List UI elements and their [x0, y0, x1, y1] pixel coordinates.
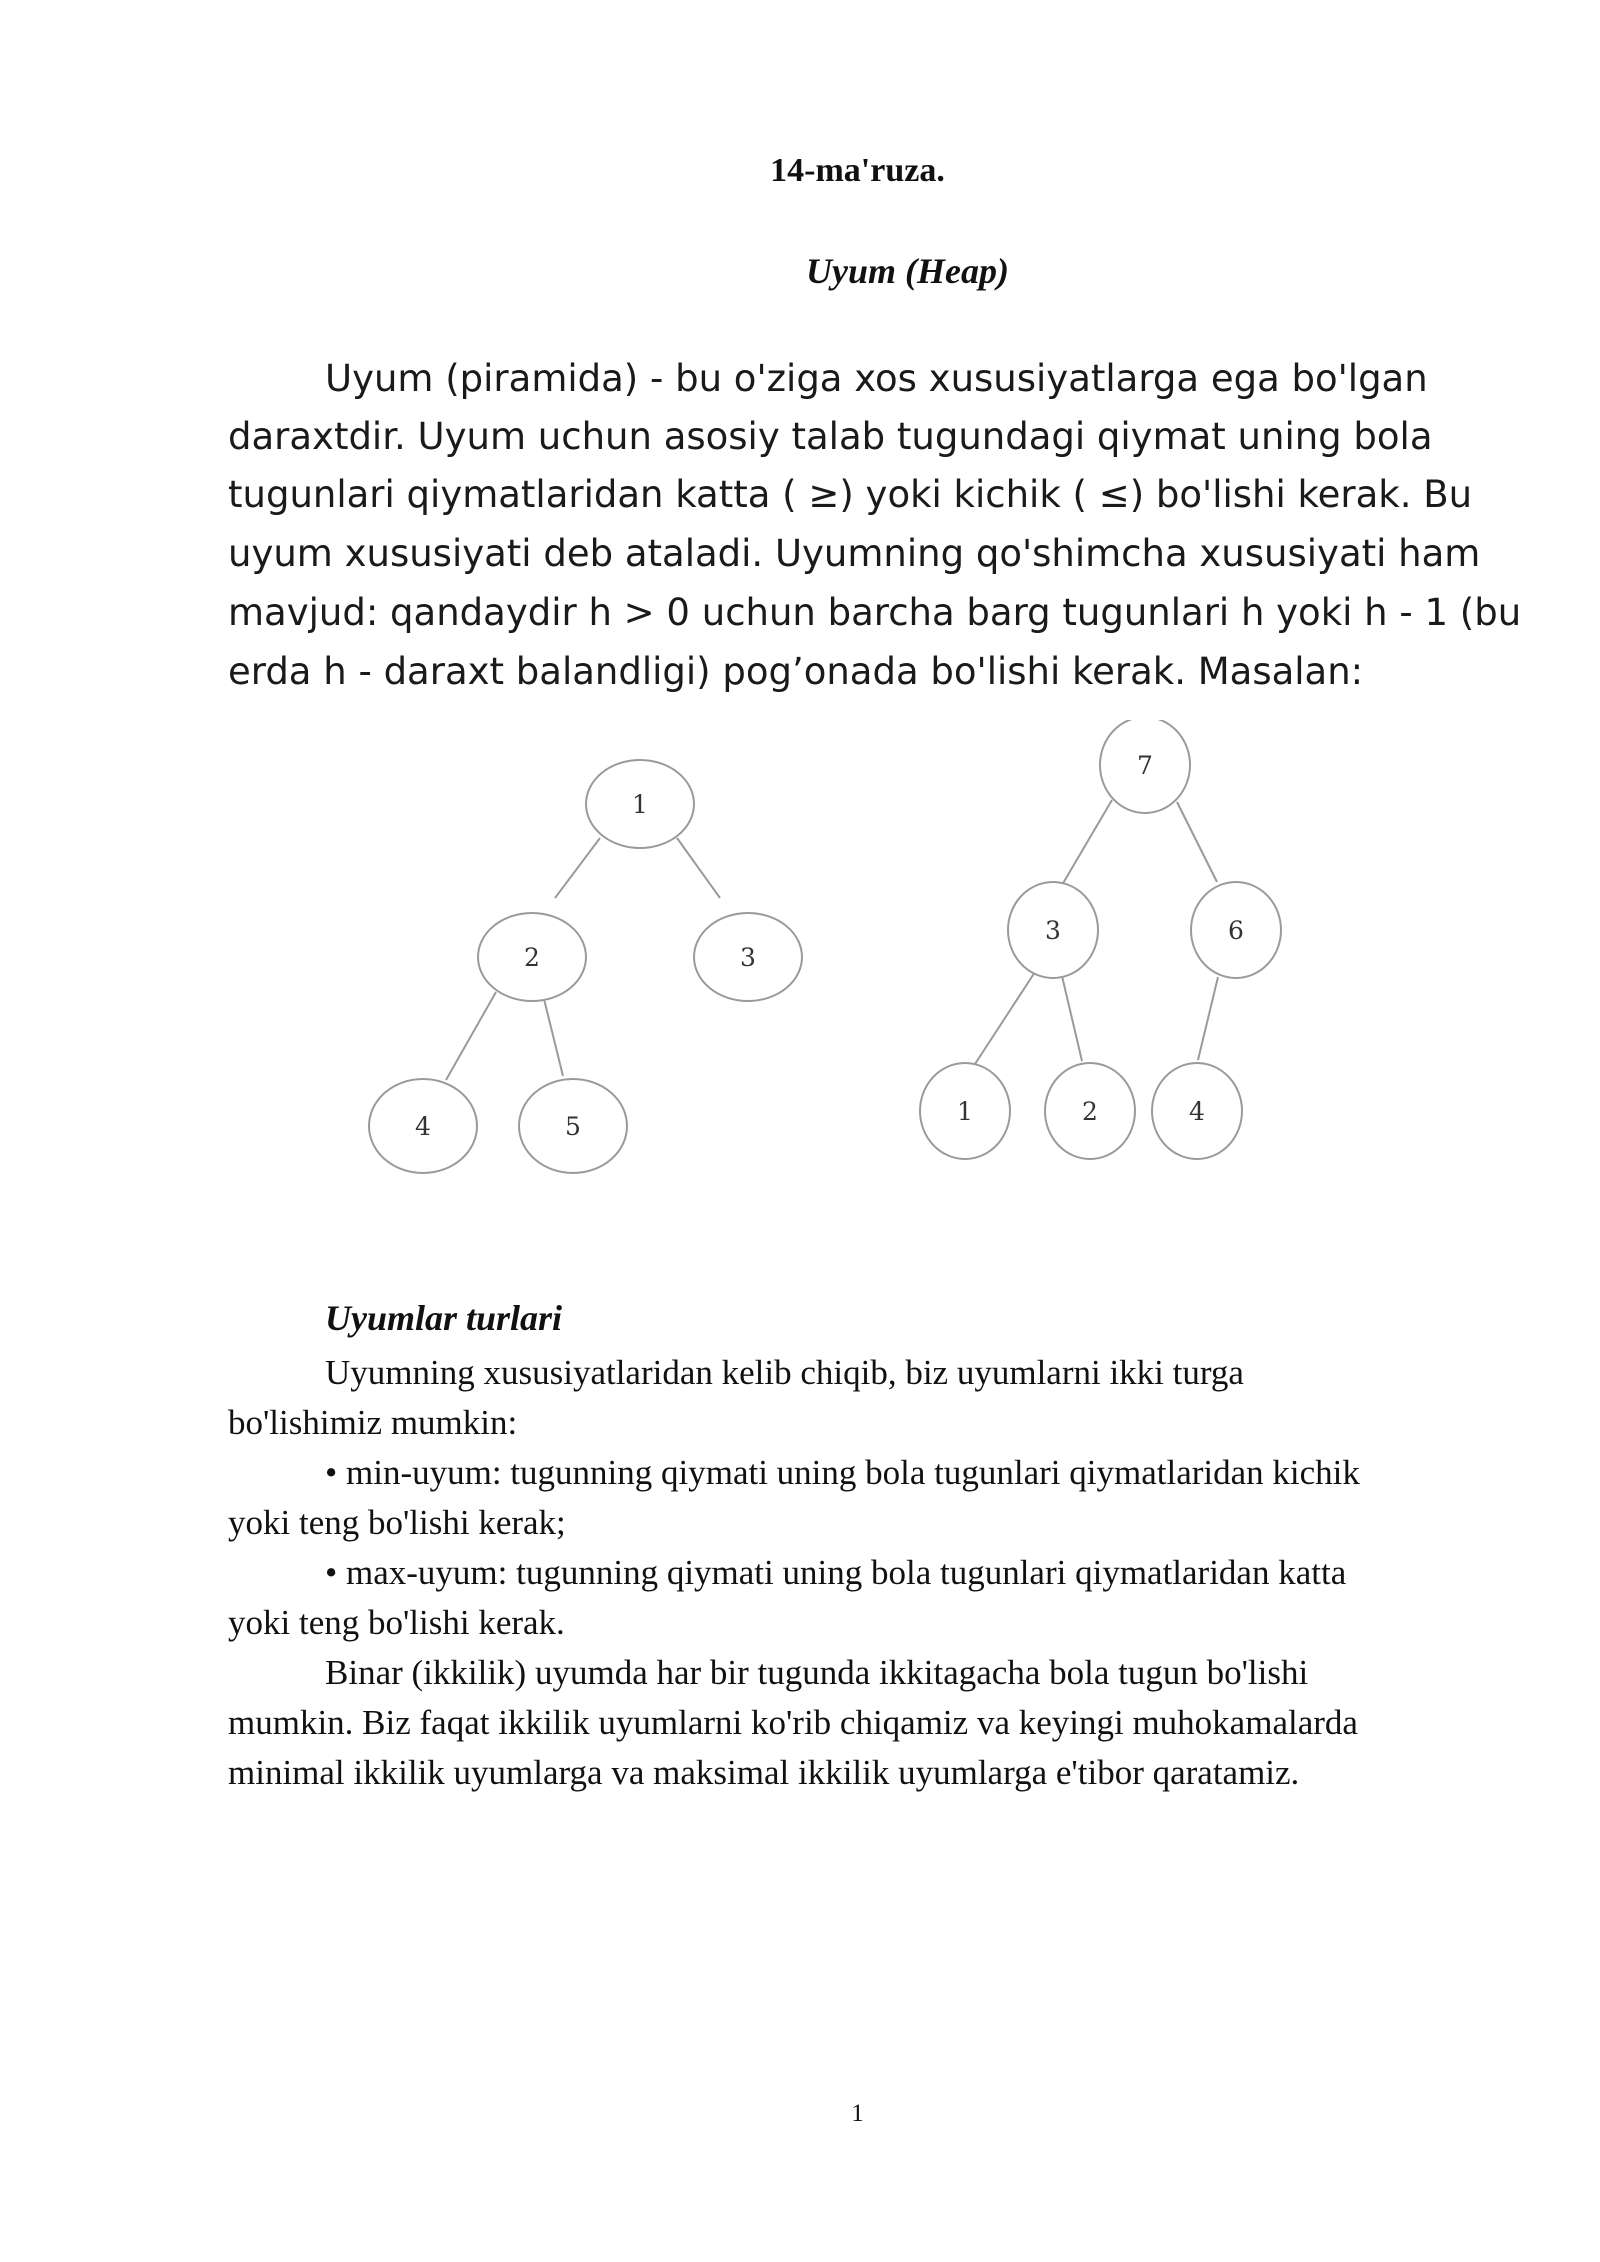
node-label: 5	[565, 1112, 581, 1141]
node-label: 2	[524, 943, 540, 972]
paragraph-line: mumkin. Biz faqat ikkilik uyumlarni ko'rib chiqamiz va keyingi muhokamalarda	[228, 1703, 1358, 1742]
tree-node	[1008, 882, 1098, 978]
tree-edge	[677, 838, 720, 898]
max-heap-tree	[920, 720, 1281, 1159]
paragraph-line: yoki teng bo'lishi kerak.	[228, 1603, 565, 1642]
node-label: 4	[1189, 1097, 1205, 1126]
tree-node	[1191, 882, 1281, 978]
tree-node	[369, 1079, 477, 1173]
paragraph-line: Uyumning xususiyatlaridan kelib chiqib, biz uyumlarni ikki turga	[325, 1353, 1244, 1392]
intro-line: uyum xususiyati deb ataladi. Uyumning qo'shimcha xususiyati ham	[228, 532, 1481, 575]
tree-edge	[1177, 802, 1217, 882]
tree-edge	[543, 995, 563, 1076]
lecture-number: 14-ma'ruza.	[770, 152, 945, 189]
tree-node	[478, 913, 586, 1001]
intro-line: erda h - daraxt balandligi) pog’onada bo'lishi kerak. Masalan:	[228, 650, 1364, 693]
tree-node	[920, 1063, 1010, 1159]
tree-node	[1100, 720, 1190, 813]
tree-node	[586, 760, 694, 848]
intro-line: Uyum (piramida) - bu o'ziga xos xususiyatlarga ega bo'lgan	[325, 357, 1428, 400]
tree-edge	[446, 992, 496, 1080]
page-title: Uyum (Heap)	[806, 251, 1009, 291]
intro-line: mavjud: qandaydir h > 0 uchun barcha barg tugunlari h yoki h - 1 (bu	[228, 591, 1522, 634]
node-label: 1	[957, 1097, 973, 1126]
node-label: 7	[1137, 751, 1153, 780]
list-item: • max-uyum: tugunning qiymati uning bola tugunlari qiymatlaridan katta	[325, 1553, 1347, 1592]
section-heading: Uyumlar turlari	[325, 1298, 563, 1338]
node-label: 1	[632, 790, 648, 819]
tree-edge	[975, 972, 1035, 1064]
paragraph-line: Binar (ikkilik) uyumda har bir tugunda ikkitagacha bola tugun bo'lishi	[325, 1653, 1309, 1692]
tree-edge	[1062, 976, 1082, 1061]
min-heap-tree	[369, 760, 802, 1173]
intro-line: tugunlari qiymatlaridan katta ( ≥) yoki kichik ( ≤) bo'lishi kerak. Bu	[228, 473, 1473, 516]
intro-line: daraxtdir. Uyum uchun asosiy talab tugundagi qiymat uning bola	[228, 415, 1433, 458]
heap-diagrams-svg	[0, 720, 1600, 1180]
tree-node	[1045, 1063, 1135, 1159]
tree-node	[519, 1079, 627, 1173]
node-label: 2	[1082, 1097, 1098, 1126]
tree-edge	[555, 838, 600, 898]
paragraph-line: bo'lishimiz mumkin:	[228, 1403, 518, 1442]
node-label: 3	[1045, 916, 1061, 945]
node-label: 6	[1228, 916, 1244, 945]
node-label: 3	[740, 943, 756, 972]
tree-node	[694, 913, 802, 1001]
page-number: 1	[851, 2100, 864, 2127]
tree-edge	[1198, 977, 1218, 1060]
heap-diagrams	[0, 720, 1600, 1180]
node-label: 4	[415, 1112, 431, 1141]
paragraph-line: yoki teng bo'lishi kerak;	[228, 1503, 566, 1542]
list-item: • min-uyum: tugunning qiymati uning bola tugunlari qiymatlaridan kichik	[325, 1453, 1360, 1492]
paragraph-line: minimal ikkilik uyumlarga va maksimal ikkilik uyumlarga e'tibor qaratamiz.	[228, 1753, 1300, 1792]
tree-node	[1152, 1063, 1242, 1159]
tree-edge	[1062, 800, 1112, 885]
